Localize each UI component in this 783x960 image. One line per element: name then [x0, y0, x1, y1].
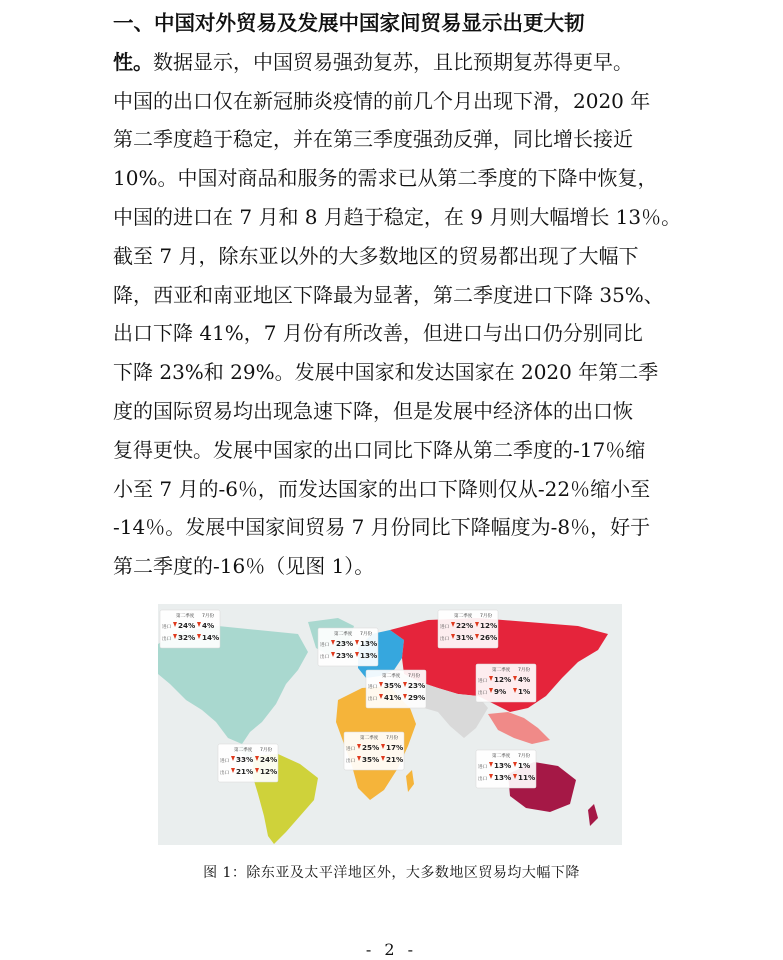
- callout-import-q2-value: 33%: [236, 755, 254, 764]
- callout-label-import: 进口: [368, 685, 378, 690]
- callout-label-export: 出口: [346, 759, 356, 764]
- callout-label-import: 进口: [162, 625, 172, 630]
- callout-header-jul: 7月份: [408, 674, 421, 679]
- section-heading: 一、中国对外贸易及发展中国家间贸易显示出更大韧: [113, 11, 585, 35]
- body-line: 降，西亚和南亚地区下降最为显著，第二季度进口下降 35%、: [113, 282, 664, 307]
- callout-europe: [318, 628, 378, 666]
- callout-export-q2-value: 31%: [456, 633, 474, 642]
- callout-header-q2: 第二季度: [382, 674, 401, 679]
- callout-export-q2-value: 23%: [336, 651, 354, 660]
- callout-label-export: 出口: [478, 777, 488, 782]
- body-line: -14％。发展中国家间贸易 7 月份同比下降幅度为-8％，好于: [113, 515, 651, 540]
- callout-label-export: 出口: [478, 691, 488, 696]
- body-line: 数据显示，中国贸易强劲复苏，且比预期复苏得更早。: [153, 49, 633, 74]
- callout-export-q2-value: 32%: [178, 633, 196, 642]
- callout-export-jul-value: 14%: [202, 633, 220, 642]
- callout-export-q2-value: 35%: [362, 755, 380, 764]
- callout-import-q2-value: 13%: [494, 761, 512, 770]
- callout-export-jul-value: 29%: [408, 693, 426, 702]
- figure-caption: 图 1：除东亚及太平洋地区外，大多数地区贸易均大幅下降: [203, 865, 580, 881]
- callout-import-jul-value: 4%: [202, 621, 215, 630]
- world-trade-map: [158, 604, 622, 845]
- callout-label-import: 进口: [220, 759, 230, 764]
- callout-russia-cis: [438, 610, 498, 648]
- callout-label-export: 出口: [368, 697, 378, 702]
- callout-label-export: 出口: [440, 637, 450, 642]
- body-line: 下降 23%和 29%。发展中国家和发达国家在 2020 年第二季: [113, 360, 659, 385]
- callout-import-q2-value: 23%: [336, 639, 354, 648]
- callout-label-export: 出口: [220, 771, 230, 776]
- body-line: 度的国际贸易均出现急速下降，但是发展中经济体的出口恢: [113, 398, 633, 423]
- callout-import-jul-value: 24%: [260, 755, 278, 764]
- callout-south-america: [218, 744, 278, 782]
- callout-header-q2: 第二季度: [360, 736, 379, 741]
- callout-oceania: [476, 750, 536, 788]
- callout-import-jul-value: 4%: [518, 675, 531, 684]
- callout-header-q2: 第二季度: [454, 614, 473, 619]
- callout-import-q2-value: 25%: [362, 743, 380, 752]
- callout-header-q2: 第二季度: [492, 668, 511, 673]
- callout-label-import: 进口: [440, 625, 450, 630]
- callout-import-q2-value: 24%: [178, 621, 196, 630]
- body-line: 第二季度的-16％（见图 1）。: [113, 554, 375, 579]
- callout-export-q2-value: 9%: [494, 687, 507, 696]
- callout-import-q2-value: 12%: [494, 675, 512, 684]
- callout-header-jul: 7月份: [518, 754, 531, 759]
- callout-header-jul: 7月份: [386, 736, 399, 741]
- callout-import-jul-value: 13%: [360, 639, 378, 648]
- callout-header-jul: 7月份: [202, 614, 215, 619]
- body-line: 复得更快。发展中国家的出口同比下降从第二季度的-17％缩: [113, 437, 646, 462]
- callout-label-import: 进口: [478, 679, 488, 684]
- body-paragraph: [113, 4, 682, 586]
- callout-import-jul-value: 17%: [386, 743, 404, 752]
- body-line: 中国的出口仅在新冠肺炎疫情的前几个月出现下滑，2020 年: [113, 88, 651, 113]
- body-line: 第二季度趋于稳定，并在第三季度强劲反弹，同比增长接近: [113, 127, 633, 152]
- callout-east-asia: [476, 664, 536, 702]
- body-line: 10%。中国对商品和服务的需求已从第二季度的下降中恢复，: [113, 166, 658, 191]
- body-line: 出口下降 41%，7 月份有所改善，但进口与出口仍分别同比: [113, 321, 643, 346]
- callout-label-import: 进口: [478, 765, 488, 770]
- callout-export-q2-value: 21%: [236, 767, 254, 776]
- world-map-svg: [158, 604, 622, 845]
- callout-header-q2: 第二季度: [176, 614, 195, 619]
- callout-export-jul-value: 11%: [518, 773, 536, 782]
- callout-header-q2: 第二季度: [334, 632, 353, 637]
- callout-west-south-asia: [366, 670, 426, 708]
- body-line: 截至 7 月，除东亚以外的大多数地区的贸易都出现了大幅下: [113, 243, 639, 268]
- callout-export-jul-value: 21%: [386, 755, 404, 764]
- callout-export-jul-value: 26%: [480, 633, 498, 642]
- callout-label-export: 出口: [162, 637, 172, 642]
- callout-import-jul-value: 23%: [408, 681, 426, 690]
- callout-export-jul-value: 13%: [360, 651, 378, 660]
- callout-label-import: 进口: [346, 747, 356, 752]
- body-line: 小至 7 月的-6％，而发达国家的出口下降则仅从-22％缩小至: [113, 476, 651, 501]
- callout-export-jul-value: 12%: [260, 767, 278, 776]
- body-line: 中国的进口在 7 月和 8 月趋于稳定，在 9 月则大幅增长 13％。: [113, 204, 682, 229]
- callout-header-q2: 第二季度: [234, 748, 253, 753]
- callout-header-jul: 7月份: [518, 668, 531, 673]
- callout-africa: [344, 732, 404, 770]
- callout-import-q2-value: 22%: [456, 621, 474, 630]
- callout-import-jul-value: 1%: [518, 761, 531, 770]
- callout-header-q2: 第二季度: [492, 754, 511, 759]
- callout-export-jul-value: 1%: [518, 687, 531, 696]
- callout-header-jul: 7月份: [480, 614, 493, 619]
- section-heading-cont: 性。: [113, 49, 153, 74]
- callout-import-q2-value: 35%: [384, 681, 402, 690]
- callout-import-jul-value: 12%: [480, 621, 498, 630]
- callout-export-q2-value: 13%: [494, 773, 512, 782]
- callout-header-jul: 7月份: [360, 632, 373, 637]
- callout-label-import: 进口: [320, 643, 330, 648]
- callout-export-q2-value: 41%: [384, 693, 402, 702]
- page-number: - 2 -: [365, 940, 418, 959]
- callout-north-america: [160, 610, 220, 648]
- callout-label-export: 出口: [320, 655, 330, 660]
- callout-header-jul: 7月份: [260, 748, 273, 753]
